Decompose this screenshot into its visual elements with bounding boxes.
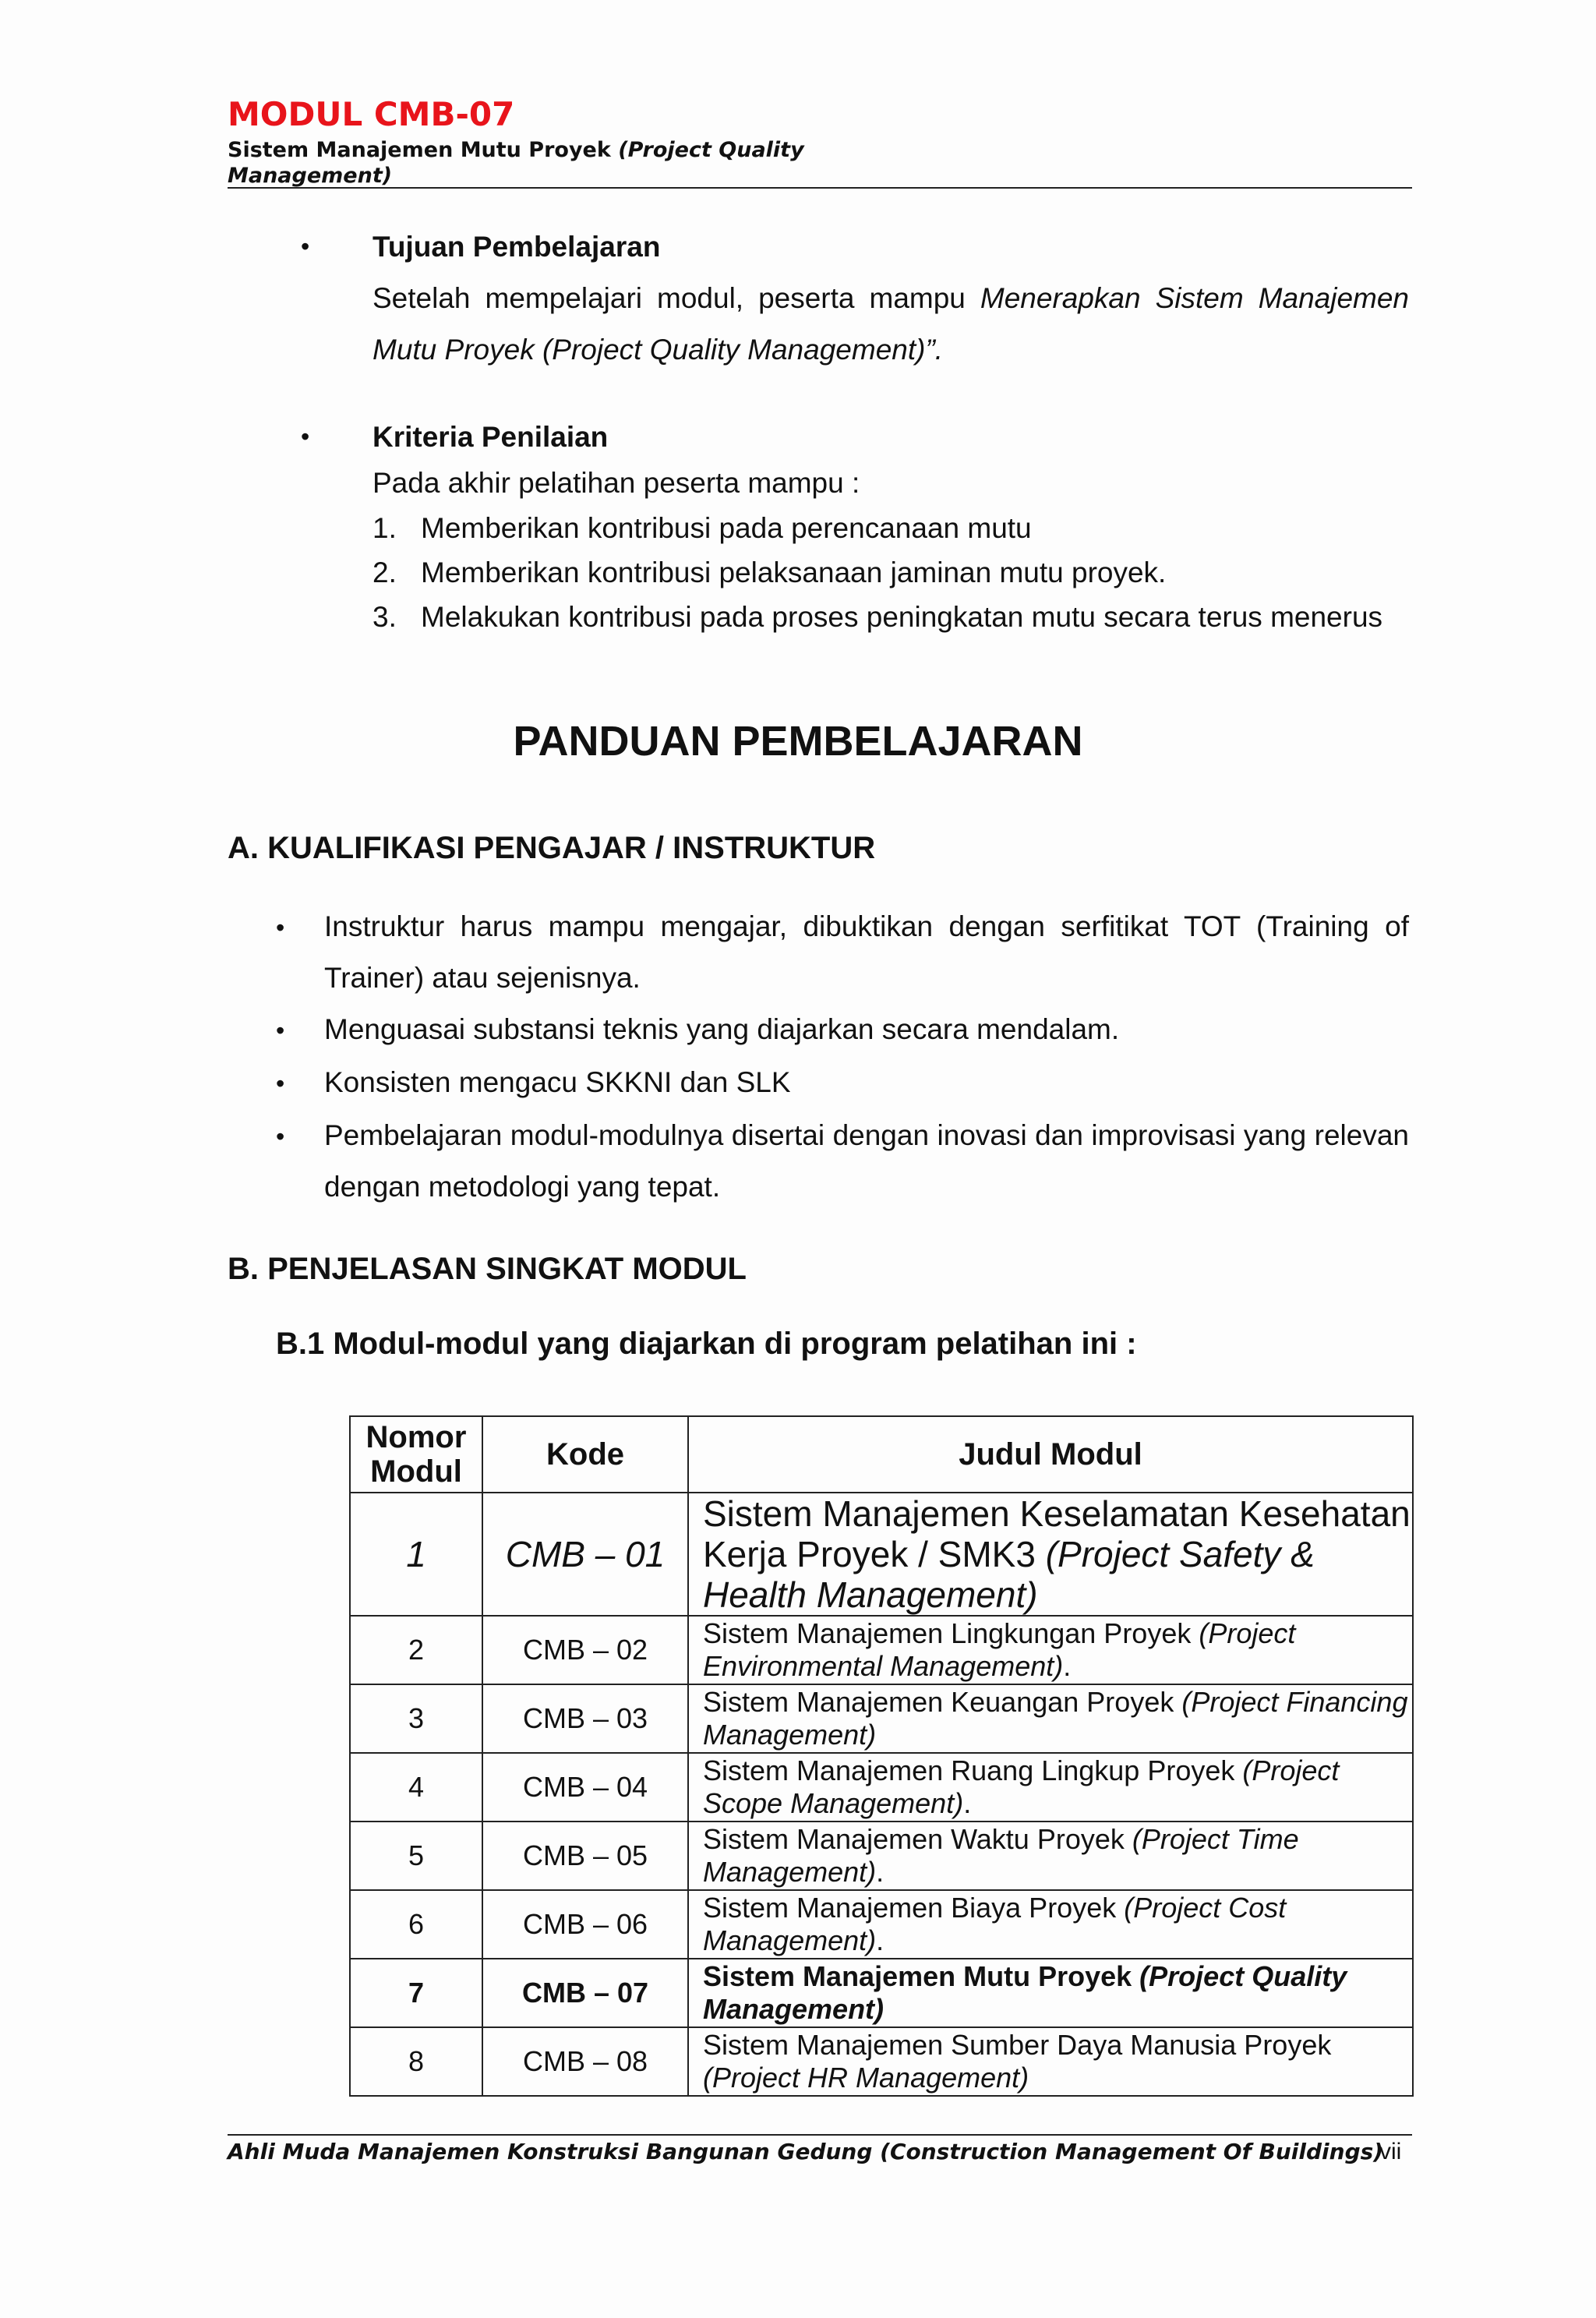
module-title-italic: (Project Environmental Management)	[703, 1617, 1296, 1682]
section-b-heading: B. PENJELASAN SINGKAT MODUL	[228, 1252, 747, 1286]
module-code-cell: CMB – 05	[482, 1822, 688, 1890]
kriteria-item-num: 2.	[373, 557, 397, 588]
tujuan-text	[373, 273, 1409, 376]
module-code: MODUL CMB-07	[228, 95, 515, 133]
module-number: 5	[350, 1822, 482, 1890]
tujuan-heading: Tujuan Pembelajaran	[373, 231, 661, 263]
module-title	[688, 2027, 1413, 2096]
module-title-italic: (Project Financing Management)	[703, 1686, 1408, 1751]
table-header-row	[350, 1416, 1413, 1493]
module-title-suffix: .	[876, 1924, 885, 1956]
section-a-bullet: Pembelajaran modul-modulnya disertai dengan inovasi dan improvisasi yang relevan dengan metodologi yang tepat.	[324, 1119, 1409, 1203]
module-title-plain: Sistem Manajemen Waktu Proyek	[703, 1823, 1132, 1855]
column-header: Judul Modul	[688, 1416, 1413, 1493]
module-code-cell: CMB – 03	[482, 1684, 688, 1753]
module-code-cell: CMB – 02	[482, 1616, 688, 1684]
module-title-plain: Sistem Manajemen Sumber Daya Manusia Proyek	[703, 2029, 1332, 2061]
section-a-bullet: Menguasai substansi teknis yang diajarkan secara mendalam.	[324, 1013, 1120, 1045]
section-a-heading: A. KUALIFIKASI PENGAJAR / INSTRUKTUR	[228, 831, 876, 865]
bullet-marker: •	[276, 1122, 285, 1150]
column-header: Kode	[482, 1416, 688, 1493]
page-number: vii	[1379, 2139, 1402, 2164]
table-row	[350, 1959, 1413, 2027]
kriteria-item-text: Melakukan kontribusi pada proses peningkatan mutu secara terus menerus	[421, 601, 1383, 633]
module-code-cell: CMB – 01	[482, 1493, 688, 1616]
table-row	[350, 1616, 1413, 1684]
module-title	[688, 1822, 1413, 1890]
kriteria-heading: Kriteria Penilaian	[373, 421, 609, 453]
table-row	[350, 1684, 1413, 1753]
module-title	[688, 1753, 1413, 1822]
module-number: 8	[350, 2027, 482, 2096]
module-code-cell: CMB – 07	[482, 1959, 688, 2027]
table-row	[350, 1493, 1413, 1616]
section-a-bullet: Instruktur harus mampu mengajar, dibuktikan dengan serfitikat TOT (Training of Trainer) atau sejenisnya.	[324, 910, 1409, 994]
module-title-suffix: .	[963, 1787, 972, 1819]
module-code-cell: CMB – 06	[482, 1890, 688, 1959]
modules-table	[349, 1415, 1414, 2097]
tujuan-text-plain: Setelah mempelajari modul, peserta mampu	[373, 282, 980, 314]
footer-text: Ahli Muda Manajemen Konstruksi Bangunan Gedung (Construction Management Of Buildings)	[228, 2139, 1384, 2164]
module-title	[688, 1890, 1413, 1959]
section-a-bullet: Konsisten mengacu SKKNI dan SLK	[324, 1066, 791, 1098]
table-row	[350, 2027, 1413, 2096]
module-title-suffix: .	[1063, 1650, 1072, 1682]
module-number: 1	[350, 1493, 482, 1616]
module-number: 2	[350, 1616, 482, 1684]
module-number: 6	[350, 1890, 482, 1959]
bullet-marker: •	[276, 1069, 285, 1097]
module-subtitle	[228, 137, 820, 189]
module-title-italic: (Project Quality Management)	[703, 1960, 1347, 2025]
module-title-italic: (Project Time Management)	[703, 1823, 1299, 1888]
bullet-marker: •	[301, 422, 310, 451]
module-title-suffix: .	[876, 1856, 885, 1888]
bullet-marker: •	[276, 913, 285, 942]
module-title-plain: Sistem Manajemen Keselamatan Kesehatan Kerja Proyek / SMK3	[703, 1493, 1411, 1574]
kriteria-item-text: Memberikan kontribusi pelaksanaan jaminan mutu proyek.	[421, 557, 1167, 588]
module-title-plain: Sistem Manajemen Keuangan Proyek	[703, 1686, 1182, 1718]
table-row	[350, 1822, 1413, 1890]
module-title	[688, 1959, 1413, 2027]
module-code-cell: CMB – 04	[482, 1753, 688, 1822]
page-title: PANDUAN PEMBELAJARAN	[513, 718, 1083, 765]
module-title	[688, 1684, 1413, 1753]
module-title-plain: Sistem Manajemen Mutu Proyek	[703, 1960, 1140, 1992]
kriteria-intro: Pada akhir pelatihan peserta mampu :	[373, 467, 860, 499]
module-number: 3	[350, 1684, 482, 1753]
module-title-plain: Sistem Manajemen Biaya Proyek	[703, 1892, 1125, 1924]
module-title-italic: (Project Safety & Health Management)	[703, 1534, 1315, 1615]
module-title-plain: Sistem Manajemen Lingkungan Proyek	[703, 1617, 1199, 1649]
table-row	[350, 1890, 1413, 1959]
kriteria-item-num: 3.	[373, 601, 397, 633]
module-code-cell: CMB – 08	[482, 2027, 688, 2096]
tujuan-text-italic: Menerapkan Sistem Manajemen Mutu Proyek (Project Quality Management)”.	[373, 282, 1409, 366]
kriteria-item-num: 1.	[373, 512, 397, 544]
module-number: 4	[350, 1753, 482, 1822]
module-title-italic: (Project HR Management)	[703, 2062, 1029, 2094]
subtitle-plain: Sistem Manajemen Mutu Proyek	[228, 138, 619, 162]
kriteria-item-text: Memberikan kontribusi pada perencanaan mutu	[421, 512, 1032, 544]
subtitle-italic: (Project Quality Management)	[228, 138, 804, 188]
module-number: 7	[350, 1959, 482, 2027]
table-row	[350, 1753, 1413, 1822]
module-title-plain: Sistem Manajemen Ruang Lingkup Proyek	[703, 1754, 1243, 1786]
module-title-italic: (Project Scope Management)	[703, 1754, 1340, 1819]
column-header: Nomor Modul	[350, 1416, 482, 1493]
module-title	[688, 1493, 1413, 1616]
section-b1-heading: B.1 Modul-modul yang diajarkan di program pelatihan ini :	[276, 1327, 1137, 1361]
module-title	[688, 1616, 1413, 1684]
footer-rule	[228, 2134, 1412, 2136]
bullet-marker: •	[276, 1016, 285, 1044]
header-rule	[228, 187, 1412, 189]
module-title-italic: (Project Cost Management)	[703, 1892, 1287, 1956]
bullet-marker: •	[301, 232, 310, 260]
